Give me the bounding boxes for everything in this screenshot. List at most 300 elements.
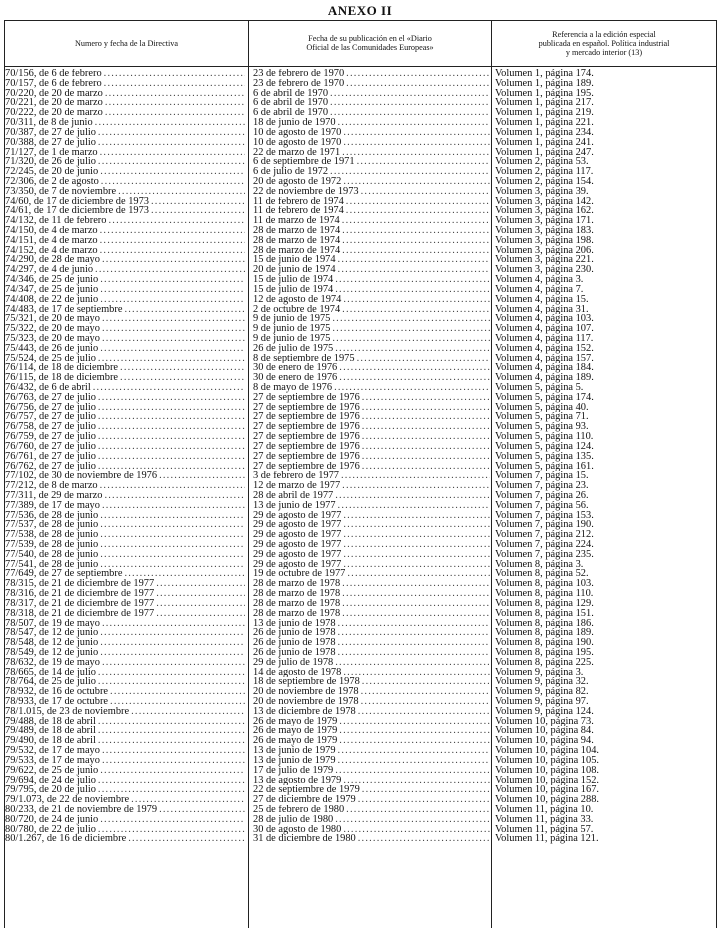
- table-row: [0, 471, 720, 481]
- dot-leader: [100, 628, 245, 638]
- cell-publication-date: 29 de agosto de 1977 .....: [253, 511, 490, 521]
- dot-leader: [361, 687, 490, 697]
- dot-leader: [95, 118, 245, 128]
- table-row: [0, 599, 720, 609]
- dot-leader: [343, 295, 490, 305]
- cell-directive: 74/60, de 17 de diciembre de 1973 .....: [5, 197, 245, 207]
- table-row: [0, 344, 720, 354]
- dot-leader: [362, 452, 490, 462]
- dot-leader: [361, 697, 490, 707]
- cell-directive: 76/760, de 27 de julio .....: [5, 442, 245, 452]
- cell-directive: 79/622, de 25 de junio .....: [5, 766, 245, 776]
- table-row: [0, 393, 720, 403]
- cell-publication-date: 11 de marzo de 1974 .....: [253, 216, 490, 226]
- cell-directive: 78/507, de 19 de mayo .....: [5, 619, 245, 629]
- cell-directive: 77/537, de 28 de junio .....: [5, 520, 245, 530]
- cell-publication-date: 20 de noviembre de 1978 .....: [253, 687, 490, 697]
- dot-leader: [98, 432, 245, 442]
- dot-leader: [98, 825, 245, 835]
- cell-reference: Volumen 10, página 73.: [495, 716, 594, 727]
- cell-reference: Volumen 9, página 32.: [495, 677, 589, 688]
- cell-reference: Volumen 3, página 39.: [495, 186, 589, 197]
- table-row: [0, 707, 720, 717]
- dot-leader: [362, 462, 490, 472]
- dot-leader: [357, 354, 490, 364]
- cell-reference: Volumen 5, página 5.: [495, 383, 584, 393]
- cell-reference: Volumen 1, página 247.: [495, 147, 594, 158]
- cell-directive: 75/323, de 20 de mayo .....: [5, 334, 245, 344]
- cell-directive: 77/541, de 28 de junio .....: [5, 560, 245, 570]
- table-row: [0, 432, 720, 442]
- table-row: [0, 334, 720, 344]
- cell-publication-date: 28 de marzo de 1978 .....: [253, 609, 490, 619]
- table-row: [0, 246, 720, 256]
- table-row: [0, 579, 720, 589]
- cell-directive: 76/762, de 27 de julio .....: [5, 462, 245, 472]
- dot-leader: [98, 138, 245, 148]
- dot-leader: [342, 305, 490, 315]
- cell-reference: Volumen 10, página 167.: [495, 785, 599, 796]
- cell-reference: Volumen 4, página 117.: [495, 333, 594, 344]
- table-row: [0, 324, 720, 334]
- cell-publication-date: 25 de febrero de 1980 .....: [253, 805, 490, 815]
- dot-leader: [100, 226, 245, 236]
- dot-leader: [346, 69, 490, 79]
- cell-reference: Volumen 7, página 224.: [495, 540, 594, 550]
- cell-reference: Volumen 7, página 190.: [495, 520, 594, 531]
- cell-directive: 77/649, de 27 de septiembre .....: [5, 569, 245, 579]
- cell-directive: 74/483, de 17 de septiembre .....: [5, 305, 245, 315]
- dot-leader: [104, 69, 245, 79]
- cell-directive: 77/539, de 28 de junio .....: [5, 540, 245, 550]
- cell-directive: 78/932, de 16 de octubre .....: [5, 687, 245, 697]
- cell-publication-date: 8 de mayo de 1976 .....: [253, 383, 490, 393]
- cell-publication-date: 28 de marzo de 1974 .....: [253, 226, 490, 236]
- table-row: [0, 638, 720, 648]
- cell-publication-date: 19 de octubre de 1977 .....: [253, 569, 490, 579]
- table-row: [0, 619, 720, 629]
- cell-publication-date: 27 de septiembre de 1976 .....: [253, 442, 490, 452]
- cell-reference: Volumen 3, página 198.: [495, 235, 594, 246]
- dot-leader: [98, 736, 245, 746]
- cell-directive: 77/102, de 30 de noviembre de 1976 .....: [5, 471, 245, 481]
- dot-leader: [100, 648, 245, 658]
- cell-publication-date: 13 de junio de 1979 .....: [253, 746, 490, 756]
- cell-publication-date: 13 de junio de 1977 .....: [253, 501, 490, 511]
- cell-reference: Volumen 5, página 161.: [495, 461, 594, 472]
- table-row: [0, 766, 720, 776]
- dot-leader: [338, 619, 490, 629]
- cell-directive: 78/933, de 17 de octubre .....: [5, 697, 245, 707]
- cell-reference: Volumen 10, página 104.: [495, 746, 599, 756]
- cell-publication-date: 12 de marzo de 1977 .....: [253, 481, 490, 491]
- dot-leader: [100, 481, 245, 491]
- table-row: [0, 697, 720, 707]
- table-row: [0, 403, 720, 413]
- table-row: [0, 560, 720, 570]
- cell-publication-date: 3 de febrero de 1977 .....: [253, 471, 490, 481]
- dot-leader: [338, 746, 490, 756]
- dot-leader: [104, 79, 245, 89]
- cell-reference: Volumen 1, página 241.: [495, 137, 594, 148]
- cell-directive: 78/318, de 21 de diciembre de 1977 .....: [5, 609, 245, 619]
- dot-leader: [102, 619, 245, 629]
- cell-directive: 79/490, de 18 de abril .....: [5, 736, 245, 746]
- cell-reference: Volumen 8, página 151.: [495, 608, 594, 619]
- cell-reference: Volumen 9, página 97.: [495, 697, 589, 707]
- dot-leader: [362, 422, 490, 432]
- cell-reference: Volumen 1, página 174.: [495, 69, 594, 79]
- cell-directive: 80/720, de 24 de junio .....: [5, 815, 245, 825]
- cell-reference: Volumen 3, página 230.: [495, 265, 594, 276]
- cell-directive: 80/1.267, de 16 de diciembre .....: [5, 834, 245, 844]
- table-row: [0, 668, 720, 678]
- dot-leader: [358, 707, 490, 717]
- cell-publication-date: 9 de junio de 1975 .....: [253, 314, 490, 324]
- cell-directive: 74/347, de 25 de junio .....: [5, 285, 245, 295]
- table-row: [0, 501, 720, 511]
- dot-leader: [100, 246, 245, 256]
- column-header-reference: [492, 20, 716, 66]
- dot-leader: [100, 520, 245, 530]
- table-row: [0, 677, 720, 687]
- cell-reference: Volumen 4, página 184.: [495, 363, 594, 374]
- cell-reference: Volumen 1, página 221.: [495, 118, 594, 128]
- cell-directive: 78/315, de 21 de diciembre de 1977 .....: [5, 579, 245, 589]
- dot-leader: [338, 648, 490, 658]
- dot-leader: [98, 452, 245, 462]
- cell-publication-date: 27 de septiembre de 1976 .....: [253, 412, 490, 422]
- cell-publication-date: 31 de diciembre de 1980 .....: [253, 834, 490, 844]
- cell-reference: Volumen 10, página 108.: [495, 765, 599, 776]
- dot-leader: [95, 265, 245, 275]
- cell-publication-date: 6 de abril de 1970 .....: [253, 98, 490, 108]
- dot-leader: [339, 363, 490, 373]
- cell-directive: 80/233, de 21 de noviembre de 1979 .....: [5, 805, 245, 815]
- table-row: [0, 530, 720, 540]
- cell-directive: 76/763, de 27 de julio .....: [5, 393, 245, 403]
- cell-reference: Volumen 7, página 56.: [495, 500, 589, 511]
- dot-leader: [100, 167, 245, 177]
- cell-publication-date: 29 de agosto de 1977 .....: [253, 520, 490, 530]
- cell-publication-date: 13 de agosto de 1979 .....: [253, 776, 490, 786]
- cell-reference: Volumen 5, página 71.: [495, 412, 589, 423]
- dot-leader: [338, 501, 490, 511]
- dot-leader: [100, 560, 245, 570]
- dot-leader: [342, 481, 490, 491]
- cell-publication-date: 20 de junio de 1974 .....: [253, 265, 490, 275]
- cell-directive: 70/222, de 20 de marzo .....: [5, 108, 245, 118]
- table-row: [0, 157, 720, 167]
- table-row: [0, 216, 720, 226]
- cell-directive: 78/632, de 19 de mayo .....: [5, 658, 245, 668]
- dot-leader: [102, 756, 245, 766]
- dot-leader: [98, 785, 245, 795]
- cell-reference: Volumen 10, página 105.: [495, 755, 599, 766]
- cell-publication-date: 20 de agosto de 1972 .....: [253, 177, 490, 187]
- cell-publication-date: 6 de abril de 1970 .....: [253, 89, 490, 99]
- cell-directive: 74/297, de 4 de junio .....: [5, 265, 245, 275]
- cell-reference: Volumen 4, página 31.: [495, 304, 589, 315]
- dot-leader: [338, 265, 490, 275]
- cell-publication-date: 26 de junio de 1978 .....: [253, 628, 490, 638]
- table-row: [0, 511, 720, 521]
- dot-leader: [98, 157, 245, 167]
- cell-directive: 70/311, de 8 de junio .....: [5, 118, 245, 128]
- table-row: [0, 128, 720, 138]
- dot-leader: [335, 766, 490, 776]
- dot-leader: [98, 677, 245, 687]
- table-row: [0, 295, 720, 305]
- dot-leader: [128, 834, 245, 844]
- dot-leader: [339, 726, 490, 736]
- dot-leader: [335, 344, 490, 354]
- cell-directive: 78/665, de 14 de julio .....: [5, 668, 245, 678]
- cell-publication-date: 27 de septiembre de 1976 .....: [253, 432, 490, 442]
- dot-leader: [342, 236, 490, 246]
- dot-leader: [338, 628, 490, 638]
- table-row: [0, 177, 720, 187]
- cell-reference: Volumen 1, página 189.: [495, 78, 594, 89]
- dot-leader: [100, 766, 245, 776]
- cell-publication-date: 11 de febrero de 1974 .....: [253, 206, 490, 216]
- cell-reference: Volumen 9, página 82.: [495, 687, 589, 697]
- table-row: [0, 118, 720, 128]
- cell-directive: 78/549, de 12 de junio .....: [5, 648, 245, 658]
- table-row: [0, 442, 720, 452]
- cell-directive: 70/220, de 20 de marzo .....: [5, 89, 245, 99]
- table-row: [0, 805, 720, 815]
- cell-publication-date: 27 de diciembre de 1979 .....: [253, 795, 490, 805]
- cell-publication-date: 29 de agosto de 1977 .....: [253, 560, 490, 570]
- cell-publication-date: 26 de junio de 1978 .....: [253, 638, 490, 648]
- table-row: [0, 540, 720, 550]
- dot-leader: [343, 530, 490, 540]
- dot-leader: [358, 795, 490, 805]
- dot-leader: [335, 491, 490, 501]
- dot-leader: [98, 462, 245, 472]
- cell-reference: Volumen 4, página 15.: [495, 294, 589, 305]
- table-row: [0, 197, 720, 207]
- cell-directive: 72/306, de 2 de agosto .....: [5, 177, 245, 187]
- cell-directive: 79/488, de 18 de abril .....: [5, 717, 245, 727]
- cell-publication-date: 29 de agosto de 1977 .....: [253, 540, 490, 550]
- cell-directive: 73/350, de 7 de noviembre .....: [5, 187, 245, 197]
- dot-leader: [156, 579, 245, 589]
- dot-leader: [102, 324, 245, 334]
- cell-directive: 74/150, de 4 de marzo .....: [5, 226, 245, 236]
- column-header-publication: [249, 20, 491, 66]
- dot-leader: [100, 285, 245, 295]
- table-row: [0, 148, 720, 158]
- dot-leader: [100, 236, 245, 246]
- dot-leader: [102, 658, 245, 668]
- cell-directive: 74/151, de 4 de marzo .....: [5, 236, 245, 246]
- cell-directive: 74/61, de 17 de diciembre de 1973 .....: [5, 206, 245, 216]
- cell-publication-date: 27 de septiembre de 1976 .....: [253, 462, 490, 472]
- dot-leader: [334, 383, 490, 393]
- cell-publication-date: 30 de enero de 1976 .....: [253, 373, 490, 383]
- dot-leader: [339, 373, 490, 383]
- dot-leader: [346, 197, 490, 207]
- cell-reference: Volumen 4, página 103.: [495, 314, 594, 325]
- table-row: [0, 79, 720, 89]
- cell-publication-date: 28 de julio de 1980 .....: [253, 815, 490, 825]
- table-row: [0, 776, 720, 786]
- cell-reference: Volumen 8, página 190.: [495, 638, 594, 648]
- dot-leader: [335, 815, 490, 825]
- cell-publication-date: 22 de noviembre de 1973 .....: [253, 187, 490, 197]
- table-row: [0, 305, 720, 315]
- annex-title: ANEXO II: [327, 3, 393, 18]
- dot-leader: [343, 138, 490, 148]
- cell-directive: 77/536, de 28 de junio .....: [5, 511, 245, 521]
- cell-reference: Volumen 8, página 186.: [495, 618, 594, 629]
- cell-publication-date: 9 de junio de 1975 .....: [253, 334, 490, 344]
- table-row: [0, 785, 720, 795]
- cell-publication-date: 15 de julio de 1974 .....: [253, 285, 490, 295]
- dot-leader: [343, 511, 490, 521]
- cell-directive: 78/1.015, de 23 de noviembre .....: [5, 707, 245, 717]
- table-row: [0, 589, 720, 599]
- table-row: [0, 108, 720, 118]
- table-row: [0, 834, 720, 844]
- dot-leader: [104, 491, 245, 501]
- table-row: [0, 481, 720, 491]
- cell-publication-date: 14 de agosto de 1978 .....: [253, 668, 490, 678]
- table-row: [0, 550, 720, 560]
- directive-table-body: [0, 69, 720, 844]
- dot-leader: [102, 255, 245, 265]
- cell-publication-date: 13 de junio de 1978 .....: [253, 619, 490, 629]
- table-row: [0, 658, 720, 668]
- dot-leader: [343, 668, 490, 678]
- cell-reference: Volumen 7, página 23.: [495, 481, 589, 491]
- dot-leader: [131, 707, 245, 717]
- dot-leader: [98, 393, 245, 403]
- table-row: [0, 746, 720, 756]
- dot-leader: [343, 540, 490, 550]
- table-row: [0, 687, 720, 697]
- cell-reference: Volumen 7, página 153.: [495, 510, 594, 521]
- table-row: [0, 138, 720, 148]
- dot-leader: [343, 550, 490, 560]
- cell-directive: 76/759, de 27 de julio .....: [5, 432, 245, 442]
- cell-directive: 79/533, de 17 de mayo .....: [5, 756, 245, 766]
- table-row: [0, 628, 720, 638]
- table-row: [0, 373, 720, 383]
- dot-leader: [93, 383, 245, 393]
- cell-publication-date: 15 de junio de 1974 .....: [253, 255, 490, 265]
- cell-publication-date: 26 de mayo de 1979 .....: [253, 717, 490, 727]
- dot-leader: [159, 805, 245, 815]
- cell-directive: 70/157, de 6 de febrero .....: [5, 79, 245, 89]
- cell-reference: Volumen 5, página 124.: [495, 441, 594, 452]
- cell-directive: 79/1.073, de 22 de noviembre .....: [5, 795, 245, 805]
- dot-leader: [110, 697, 245, 707]
- table-row: [0, 756, 720, 766]
- dot-leader: [102, 746, 245, 756]
- cell-reference: Volumen 5, página 174.: [495, 392, 594, 403]
- cell-reference: Volumen 5, página 110.: [495, 432, 594, 442]
- dot-leader: [98, 128, 245, 138]
- dot-leader: [338, 638, 490, 648]
- cell-directive: 76/114, de 18 de diciembre .....: [5, 363, 245, 373]
- cell-reference: Volumen 11, página 10.: [495, 804, 594, 815]
- cell-publication-date: 28 de marzo de 1974 .....: [253, 236, 490, 246]
- cell-reference: Volumen 7, página 26.: [495, 490, 589, 501]
- cell-directive: 76/758, de 27 de julio .....: [5, 422, 245, 432]
- dot-leader: [156, 599, 245, 609]
- cell-directive: 79/532, de 17 de mayo .....: [5, 746, 245, 756]
- cell-reference: Volumen 11, página 33.: [495, 814, 594, 825]
- dot-leader: [98, 442, 245, 452]
- dot-leader: [338, 255, 490, 265]
- dot-leader: [335, 658, 490, 668]
- cell-directive: 79/694, de 24 de julio .....: [5, 776, 245, 786]
- cell-directive: 74/132, de 11 de febrero .....: [5, 216, 245, 226]
- dot-leader: [362, 442, 490, 452]
- table-row: [0, 89, 720, 99]
- cell-publication-date: 8 de septiembre de 1975 .....: [253, 354, 490, 364]
- cell-publication-date: 2 de octubre de 1974 .....: [253, 305, 490, 315]
- table-row: [0, 354, 720, 364]
- cell-directive: 74/408, de 22 de junio .....: [5, 295, 245, 305]
- column-header-directive: Numero y fecha de la Directiva: [75, 38, 178, 48]
- cell-publication-date: 28 de marzo de 1974 .....: [253, 246, 490, 256]
- dot-leader: [362, 412, 490, 422]
- dot-leader: [346, 805, 490, 815]
- dot-leader: [330, 108, 490, 118]
- cell-reference: Volumen 3, página 162.: [495, 206, 594, 217]
- dot-leader: [342, 216, 490, 226]
- dot-leader: [343, 520, 490, 530]
- cell-reference: Volumen 7, página 15.: [495, 471, 589, 482]
- cell-directive: 77/538, de 28 de junio .....: [5, 530, 245, 540]
- cell-publication-date: 10 de agosto de 1970 .....: [253, 138, 490, 148]
- cell-publication-date: 11 de febrero de 1974 .....: [253, 197, 490, 207]
- dot-leader: [342, 579, 490, 589]
- cell-publication-date: 27 de septiembre de 1976 .....: [253, 452, 490, 462]
- dot-leader: [332, 324, 490, 334]
- cell-reference: Volumen 8, página 195.: [495, 647, 594, 658]
- cell-reference: Volumen 10, página 288.: [495, 795, 599, 805]
- table-row: [0, 236, 720, 246]
- table-row: [0, 69, 720, 79]
- dot-leader: [98, 776, 245, 786]
- cell-directive: 70/156, de 6 de febrero .....: [5, 69, 245, 79]
- cell-reference: Volumen 5, página 40.: [495, 402, 589, 413]
- cell-reference: Volumen 3, página 221.: [495, 255, 594, 266]
- table-row: [0, 275, 720, 285]
- cell-publication-date: 22 de septiembre de 1979 .....: [253, 785, 490, 795]
- cell-reference: Volumen 2, página 154.: [495, 176, 594, 187]
- cell-publication-date: 26 de mayo de 1979 .....: [253, 736, 490, 746]
- table-row: [0, 383, 720, 393]
- cell-reference: Volumen 9, página 3.: [495, 667, 584, 678]
- dot-leader: [347, 569, 490, 579]
- cell-publication-date: 29 de agosto de 1977 .....: [253, 550, 490, 560]
- cell-publication-date: 18 de junio de 1970 .....: [253, 118, 490, 128]
- dot-leader: [342, 609, 490, 619]
- dot-leader: [332, 314, 490, 324]
- cell-reference: Volumen 8, página 3.: [495, 559, 584, 570]
- table-row: [0, 569, 720, 579]
- cell-reference: Volumen 8, página 110.: [495, 589, 594, 599]
- dot-leader: [100, 815, 245, 825]
- dot-leader: [342, 246, 490, 256]
- cell-publication-date: 17 de julio de 1979 .....: [253, 766, 490, 776]
